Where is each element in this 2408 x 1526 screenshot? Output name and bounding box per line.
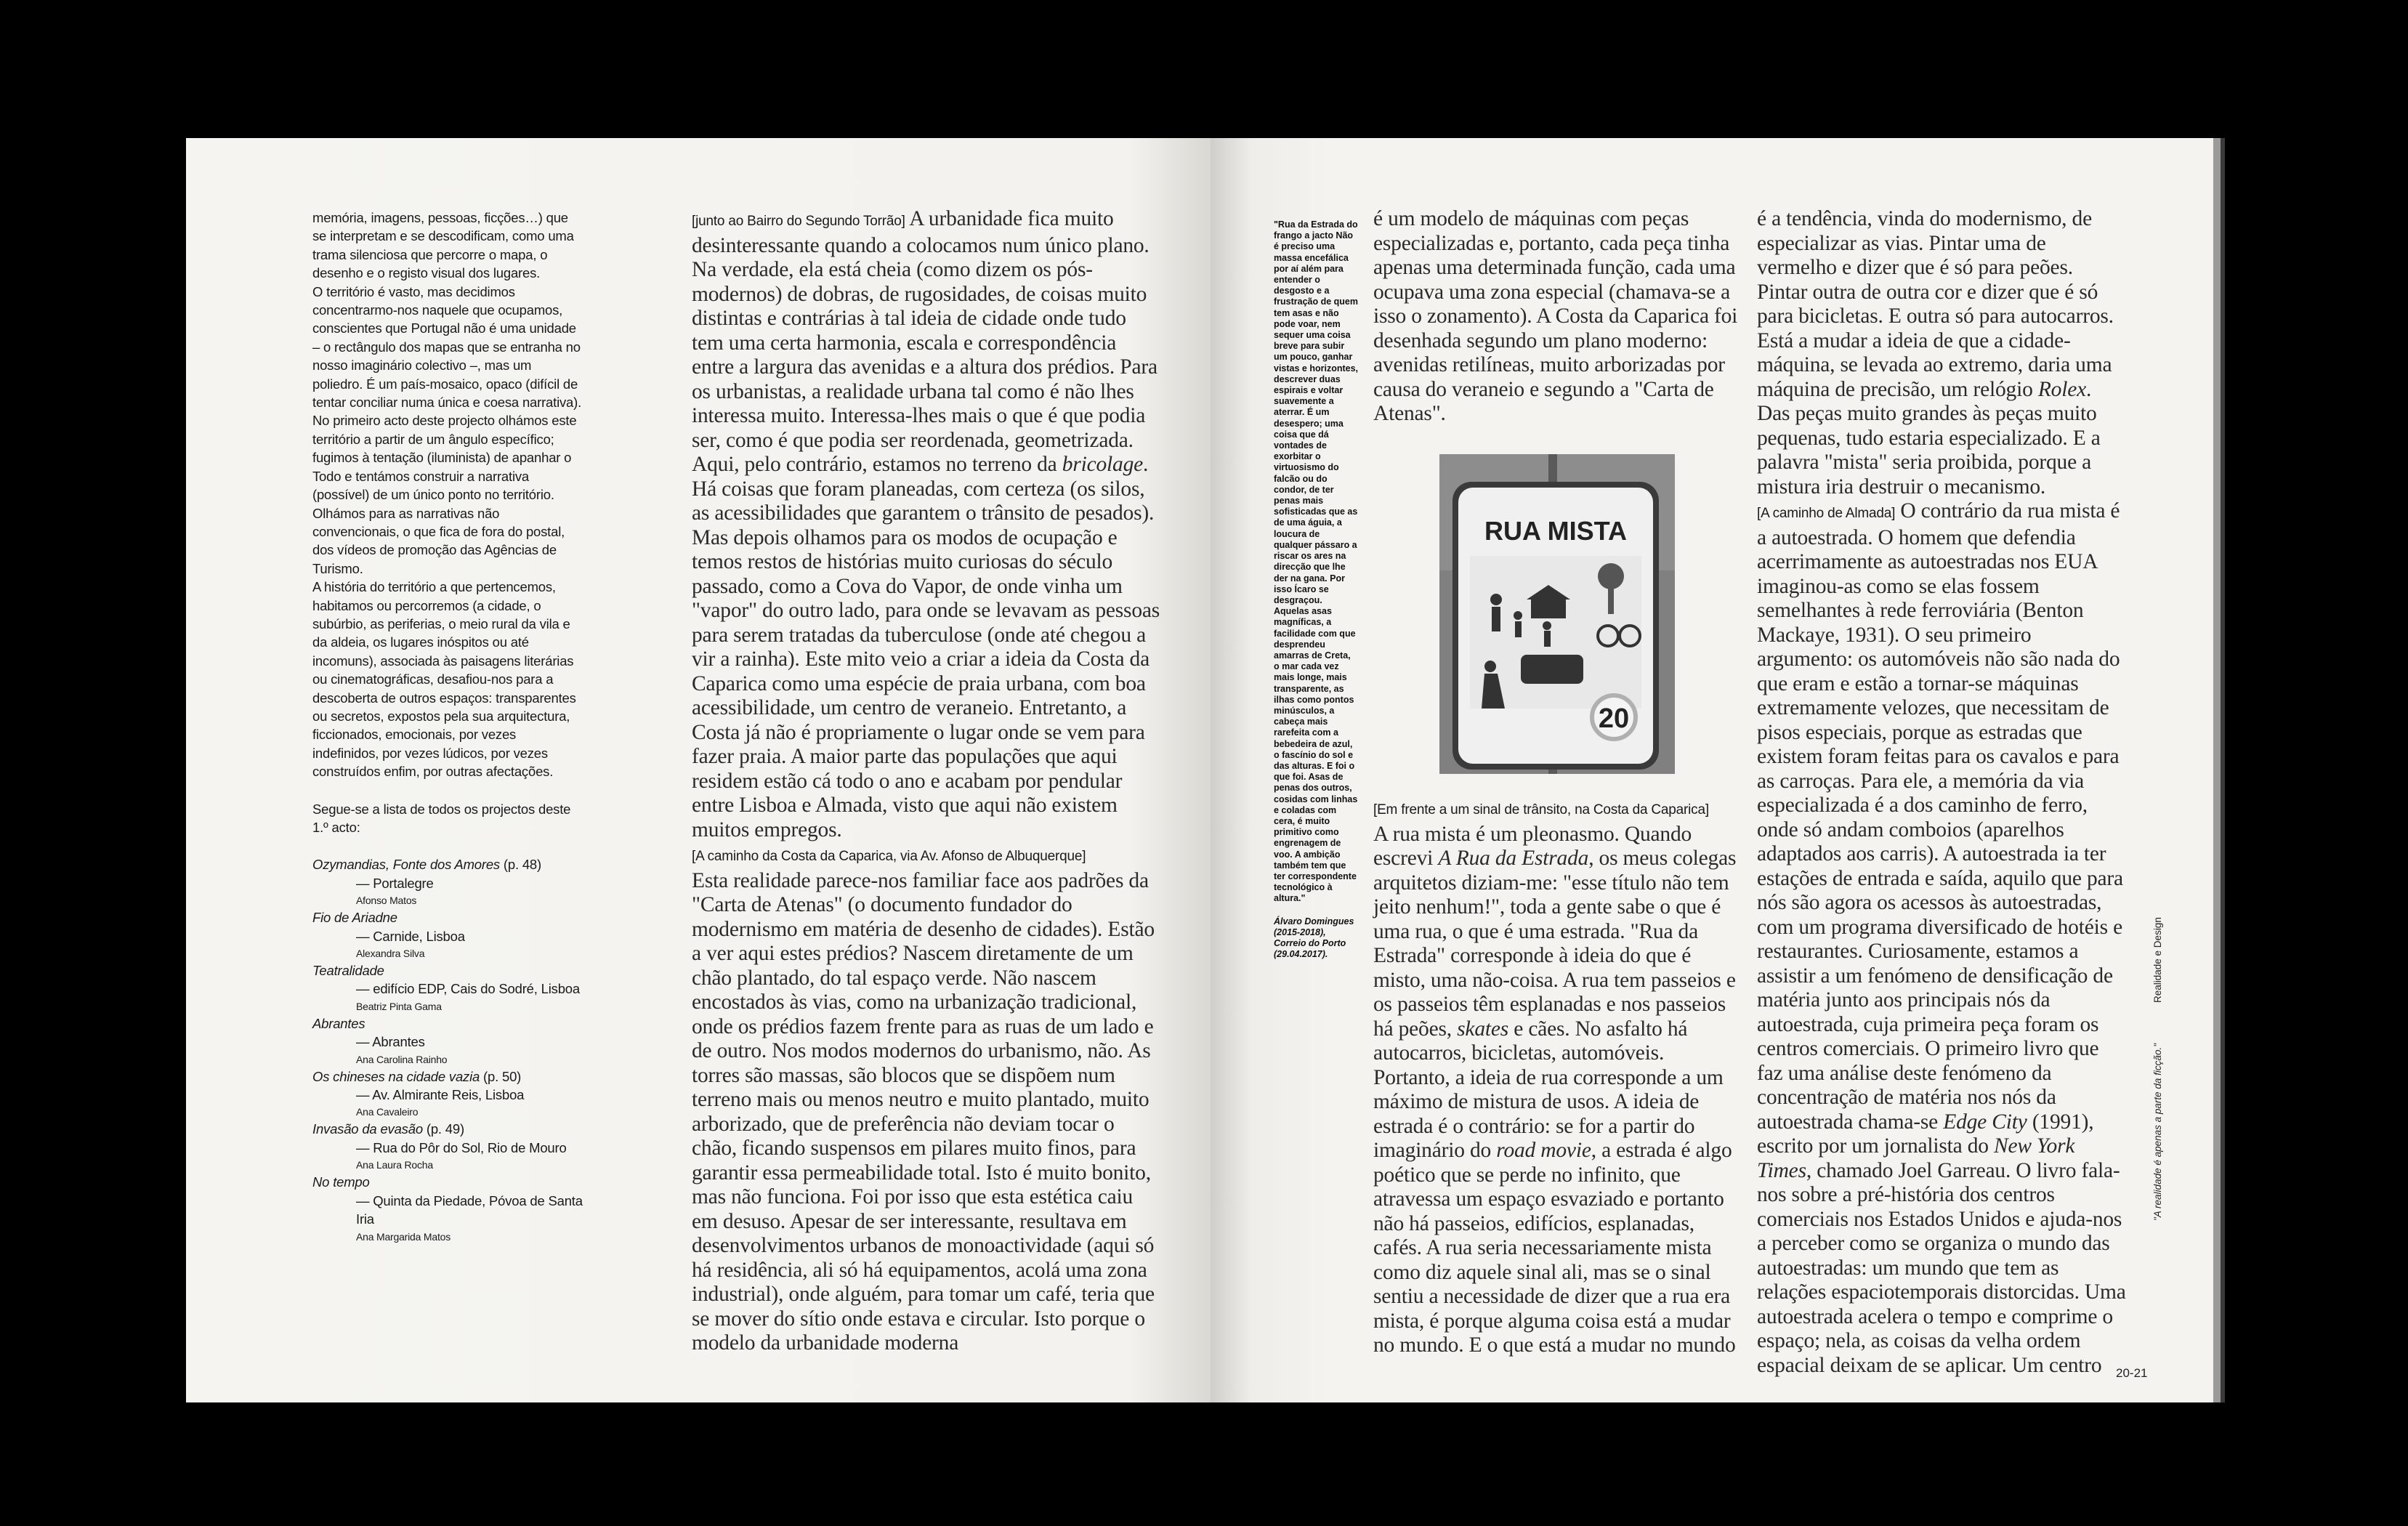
project-page: (p. 48) <box>499 857 541 873</box>
project-author: Ana Cavaleiro <box>356 1106 419 1118</box>
project-author: Ana Laura Rocha <box>356 1159 433 1171</box>
project-author: Ana Carolina Rainho <box>356 1053 448 1065</box>
list-item <box>312 908 583 926</box>
location-tag-text: [A caminho da Costa da Caparica, via Av. Afonso de Albuquerque] <box>692 849 1086 864</box>
paragraph: memória, imagens, pessoas, ficções…) que se interpretam e se descodificam, como uma trama silenciosa que percorre o mapa, o desenho e o registo visual dos lugares. <box>312 210 574 281</box>
project-place: — Av. Almirante Reis, Lisboa <box>356 1087 525 1103</box>
page-numbers: 20-21 <box>2116 1366 2148 1380</box>
sign-title: RUA MISTA <box>1484 516 1627 546</box>
paragraph-text: , os meus colegas arquitetos diziam-me: "esse título não tem jeito nenhum!", toda a gente sabe o que é uma rua, o que é uma estrada. "Rua da Estrada" corresponde à ideia do que é misto, uma não-coisa. A rua tem passeios e os passeios têm esplanadas e nos passeios há peões, <box>1373 847 1737 1041</box>
location-tag-text: [Em frente a um sinal de trânsito, na Costa da Caparica] <box>1373 802 1709 818</box>
speed-limit: 20 <box>1598 703 1630 734</box>
list-item <box>312 961 583 980</box>
right-col-1 <box>1373 207 1745 427</box>
paragraph-text: . Das peças muito grandes às peças muito pequenas, tudo estaria especializado. E a palavra "mista" seria proibida, porque a mistura iria destruir o mecanismo. <box>1757 377 2101 498</box>
paragraph-text: A urbanidade fica muito desinteressante quando a colocamos num único plano. Na verdade, ela está cheia (como dizem os pós-modernos) de dobras, de rugosidades, de coisas muito distintas e contrárias à tal ideia de cidade onde tudo tem uma certa harmonia, escala e correspondência entre a largura das avenidas e a altura dos prédios. Para os urbanistas, a realidade urbana tal como é não lhes interessa muito. Interessa-lhes mais o que é que podia ser, como é que podia ser reordenada, geometrizada. Aqui, pelo contrário, estamos no terreno da <box>692 207 1157 476</box>
side-note <box>1274 219 1358 960</box>
list-item <box>312 1014 583 1033</box>
paragraph-text: (1991), escrito por um jornalista do <box>1757 1110 2094 1158</box>
project-list <box>312 855 583 1244</box>
road-sign-photo <box>1439 454 1675 774</box>
project-place: — edifício EDP, Cais do Sodré, Lisboa <box>356 981 580 997</box>
location-tag <box>692 842 1160 869</box>
project-author: Afonso Matos <box>356 895 417 907</box>
location-tag: [junto ao Bairro do Segundo Torrão] <box>692 214 905 229</box>
right-col-1-continued <box>1373 796 1745 1358</box>
section-running-head: Realidade e Design <box>2152 917 2163 1003</box>
project-title: Os chineses na cidade vazia <box>312 1068 480 1084</box>
right-col-2 <box>1757 207 2126 1378</box>
paragraph-text: e cães. No asfalto há autocarros, bicicletas, automóveis. Portanto, a ideia de rua corresponde a um máximo de mistura de usos. A ideia de estrada é o contrário: se for a partir do imaginário do <box>1373 1017 1724 1162</box>
location-tag: [A caminho de Almada] <box>1757 506 1896 521</box>
paragraph: Esta realidade parece-nos familiar face aos padrões da "Carta de Atenas" (o documento fundador do modernismo em matéria de desenho de cidades). Estão a ver aqui estes prédios? Nascem diretamente de um chão plantado, do tal espaço verde. Não nascem encostados às vias, como na urbanização tradicional, onde os prédios fazem frente para as ruas de um lado e de outro. Nos modos modernos do urbanismo, não. As torres são massas, são blocos que se dispõem num terreno mais ou menos neutro e muito plantado, muito arborizado, que de preferência não deviam tocar o chão, ficando suspensos em pilares muito finos, para garantir essa permeabilidade total. Isto é muito bonito, mas não funciona. Foi por isso que esta estética caiu em desuso. Apesar de ser interessante, resultava em desenvolvimentos urbanos de monoactividade (aqui só há residência, ali só há equipamentos, acolá uma zona industrial), onde alguém, para tomar um café, teria que se mover do sítio onde estava e circular. Isto porque o modelo da urbanidade moderna <box>692 868 1155 1355</box>
list-item <box>312 1067 583 1086</box>
left-col-2 <box>692 207 1160 1356</box>
italic-term: bricolage <box>1062 453 1144 476</box>
side-quote: "Rua da Estrada do frango a jacto Não é preciso uma massa encefálica por aí além para entender o desgosto e a frustração de quem tem asas e não pode voar, nem sequer uma coisa breve para subir um pouco, ganhar vistas e horizontes, descrever duas espirais e voltar suavemente a aterrar. É um desespero; uma coisa que dá vontades de exorbitar o virtuosismo do falcão ou do condor, de ter penas mais sofisticadas que as de uma águia, a loucura de qualquer pássaro a riscar os ares na direcção que lhe der na gana. Por isso Ícaro se desgraçou. Aquelas asas magníficas, a facilidade com que desprendeu amarras de Creta, o mar cada vez mais longe, mais transparente, as ilhas como pontos minúsculos, a cabeça mais rarefeita com a bebedeira de azul, o fascínio do sol e das alturas. E foi o que foi. Asas de penas dos outros, cosidas com linhas e coladas com cera, é muito primitivo como engrenagem de voo. A ambição também tem que ter correspondente tecnológico à altura." <box>1274 219 1359 904</box>
paragraph: O território é vasto, mas decidimos concentrarmo-nos naquele que ocupamos, conscientes que Portugal não é uma unidade – o rectângulo dos mapas que se entranha no nosso imaginário colectivo –, mas um poliedro. É um país-mosaico, opaco (difícil de tentar conciliar numa única e coesa narrativa). <box>312 283 582 411</box>
project-author: Alexandra Silva <box>356 948 425 960</box>
project-author: Beatriz Pinta Gama <box>356 1000 442 1012</box>
paragraph <box>1757 207 2126 499</box>
project-page: (p. 50) <box>480 1068 522 1084</box>
paragraph-text: O contrário da rua mista é a autoestrada. O homem que defendia acerrimamente as autoestradas nos EUA imaginou-as como se elas fossem semelhantes à rede ferroviária (Benton Mackaye, 1931). O seu primeiro argumento: os automóveis não são nada do que eram e estão a tornar-se máquinas extremamente velozes, que necessitam de pisos especiais, porque as estradas que existem foram feitas para os cavalos e para as carroças. Para ele, a memória da via especializada é a dos caminho de ferro, onde só andam comboios (aparelhos adaptados aos carris). A autoestrada ia ter estações de entrada e saída, aquilo que para nós são agora os acessos às autoestradas, com um programa diversificado de hotéis e restaurantes. Curiosamente, estamos a assistir a um fenómeno de densificação de matéria junto aos principais nós da autoestrada, cuja primeira peça foram os centros comerciais. O primeiro livro que faz uma análise deste fenómeno da concentração de matéria nos nós da autoestrada chama-se <box>1757 499 2123 1134</box>
italic-term: road movie <box>1496 1139 1591 1162</box>
project-title: Invasão da evasão <box>312 1121 423 1137</box>
project-title: Abrantes <box>312 1015 365 1031</box>
paragraph <box>1757 499 2126 1378</box>
paragraph: No primeiro acto deste projecto olhámos este território a partir de um ângulo específico; fugimos à tentação (iluminista) de apanhar o Todo e tentámos construir a narrativa (possível) de um único ponto no território. Olhámos para as narrativas não convencionais, o que fica de fora do postal, dos vídeos de promoção das Agências de Turismo. <box>312 413 577 576</box>
project-place: — Carnide, Lisboa <box>356 928 465 944</box>
list-intro: Segue-se a lista de todos os projectos deste 1.º acto: <box>312 801 571 835</box>
paragraph: A história do território a que pertencemos, habitamos ou percorremos (a cidade, o subúrbio, as periferias, o meio rural da vila e da aldeia, os lugares inóspitos ou até incomuns), associada às paisagens literárias ou cinematográficas, desafiou-nos para a descoberta de outros espaços: transparentes ou secretos, expostos pela sua arquitectura, ficcionados, emocionais, por vezes indefinidos, por vezes lúdicos, por vezes construídos enfim, por outras afectações. <box>312 579 576 780</box>
project-title: Ozymandias, Fonte dos Amores <box>312 857 500 873</box>
side-author: Álvaro Domingues (2015-2018), Correio do Porto (29.04.2017). <box>1274 916 1354 960</box>
project-place: — Abrantes <box>356 1034 425 1050</box>
italic-term: Edge City <box>1943 1110 2027 1134</box>
location-tag <box>1373 796 1745 823</box>
italic-term: Rolex <box>2037 377 2086 401</box>
paragraph: é um modelo de máquinas com peças especializadas e, portanto, cada peça tinha apenas uma determinada função, cada uma ocupava uma zona especial (chamava-se a isso o zonamento). A Costa da Caparica foi desenhada segundo um plano moderno: avenidas retilíneas, muito arborizadas por causa do veraneio e segundo a "Carta de Atenas". <box>1373 207 1738 425</box>
project-page: (p. 49) <box>422 1121 464 1137</box>
list-item <box>312 1120 583 1138</box>
list-item <box>312 855 583 873</box>
project-title: No tempo <box>312 1174 370 1190</box>
italic-term: A Rua da Estrada <box>1438 847 1589 870</box>
page-edge-dark <box>2221 138 2225 1402</box>
page-edge-light <box>2213 138 2221 1402</box>
quote-running-head: "A realidade é apenas a parte da ficção." <box>2152 1043 2163 1221</box>
left-col-1 <box>312 209 583 1245</box>
paragraph-text: . Há coisas que foram planeadas, com certeza (os silos, as acessibilidades que garantem o trânsito de pesados). Mas depois olhamos para os modos de ocupação e temos restos de histórias muito curiosas do século passado, como a Cova do Vapor, de onde vinha um "vapor" do outro lado, para onde se levavam as pessoas para serem tratadas da tuberculose (onde até chegou a vir a rainha). Este mito veio a criar a ideia da Costa da Caparica como uma espécie de praia urbana, com boa acessibilidade, um centro de veraneio. Entretanto, a Costa já não é propriamente o lugar onde se vem para fazer praia. A maior parte das populações que aqui residem estão cá todo o ano e acabam por pendular entre Lisboa e Almada, visto que aqui não existem muitos empregos. <box>692 453 1160 841</box>
project-place: — Portalegre <box>356 875 434 891</box>
paragraph-text: , a estrada é algo poético que se perde no infinito, que atravessa um espaço esvaziado e portanto não há passeios, edifícios, esplanadas, cafés. A rua seria necessariamente mista como diz aquele sinal ali, mas se o sinal sentiu a necessidade de dizer que a rua era mista, é porque alguma coisa está a mudar no mundo. E o que está a mudar no mundo <box>1373 1139 1736 1357</box>
paragraph <box>692 207 1160 842</box>
project-place: — Quinta da Piedade, Póvoa de Santa Iria <box>356 1192 583 1227</box>
list-item <box>312 1173 583 1191</box>
project-title: Teatralidade <box>312 963 384 979</box>
paragraph <box>1373 823 1745 1358</box>
project-place: — Rua do Pôr do Sol, Rio de Mouro <box>356 1139 567 1155</box>
paragraph-text: A rua mista é um pleonasmo. Quando escrevi <box>1373 822 1692 870</box>
project-author: Ana Margarida Matos <box>356 1230 451 1243</box>
paragraph-text: , chamado Joel Garreau. O livro fala-nos sobre a pré-história dos centros comerciais nos Estados Unidos e ajuda-nos a perceber como se organiza o mundo das autoestradas: um mundo que tem as relações espaciotemporais distorcidas. Uma autoestrada acelera o tempo e comprime o espaço; nela, as coisas da velha ordem espacial deixam de se aplicar. Um centro <box>1757 1158 2126 1377</box>
italic-term: New York Times <box>1757 1134 2075 1182</box>
paragraph-text: é a tendência, vinda do modernismo, de especializar as vias. Pintar uma de vermelho e dizer que é só para peões. Pintar outra de outra cor e dizer que é só para bicicletas. E outra só para autocarros. Está a mudar a ideia de que a cidade-máquina, se levada ao extremo, daria uma máquina de precisão, um relógio <box>1757 207 2114 401</box>
italic-term: skates <box>1457 1017 1509 1041</box>
project-title: Fio de Ariadne <box>312 910 397 926</box>
road-sign-illustration <box>1439 454 1675 774</box>
